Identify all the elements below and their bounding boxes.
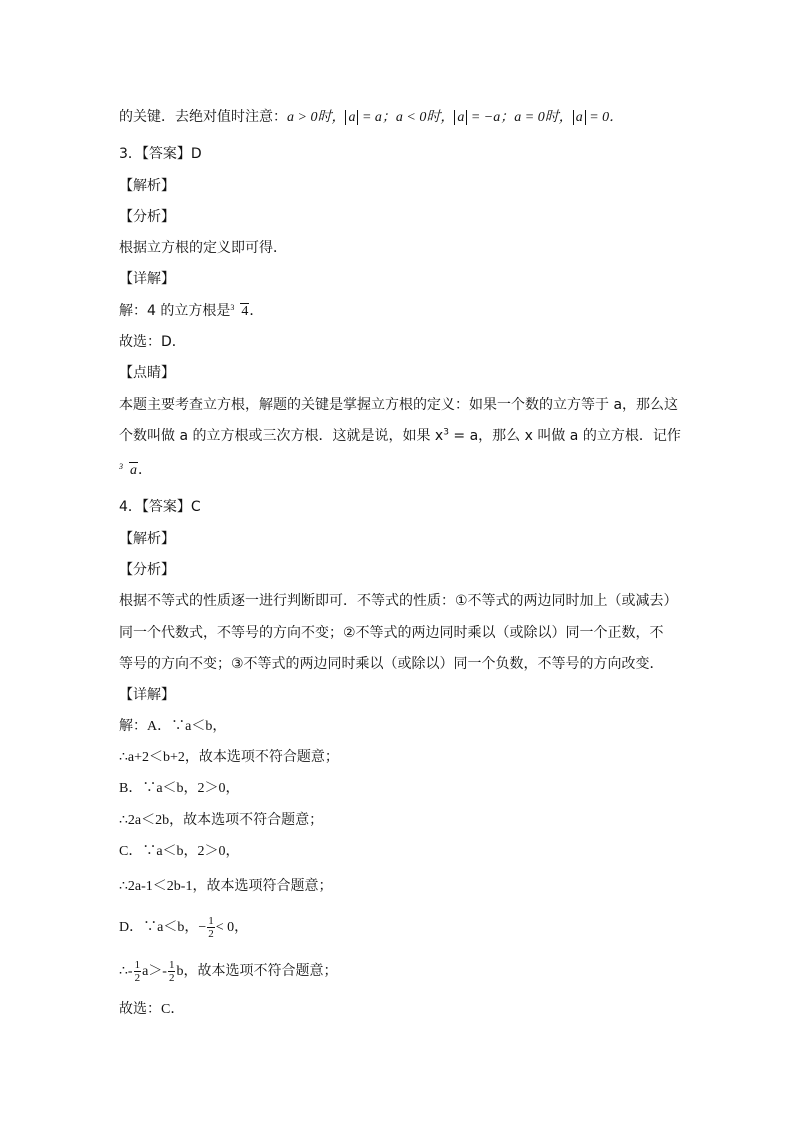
q3-solution-end: ．	[249, 303, 264, 319]
q3-dianjing-heading: 【点睛】	[119, 365, 175, 381]
q3-fenxi-heading: 【分析】	[119, 209, 175, 225]
comment2-a: 个数叫做 a 的立方根或三次方根．这就是说，如果 x	[119, 428, 444, 444]
q4-analysis-line-3: 等号的方向不变；③不等式的两边同时乘以（或除以）同一个负数，不等号的方向改变．	[119, 656, 664, 672]
d1-prefix: D．∵a＜b，−	[119, 920, 207, 935]
q4-option-d-premise	[119, 915, 248, 941]
note-text: 的关键．去绝对值时注意：	[119, 109, 287, 125]
cube-root-of-4	[230, 303, 249, 321]
q3-answer: 3．【答案】D	[119, 146, 202, 162]
root-index: 3	[230, 303, 235, 312]
fraction-denominator: 2	[208, 928, 214, 941]
fraction-one-half	[207, 915, 215, 940]
q4-analysis-line-1: 根据不等式的性质逐一进行判断即可．不等式的性质：①不等式的两边同时加上（或减去）	[119, 593, 678, 609]
q3-comment-line-2	[119, 427, 681, 445]
abs-value-note-line	[119, 108, 623, 127]
fraction-denominator: 2	[168, 972, 175, 985]
comment3-end: ．	[138, 462, 152, 478]
q3-solution-line	[119, 302, 263, 321]
q4-option-a-conclusion: ∴a+2＜b+2，故本选项不符合题意；	[119, 750, 339, 765]
q4-analysis-line-2: 同一个代数式，不等号的方向不变；②不等式的两边同时乘以（或除以）同一个正数，不	[119, 625, 664, 641]
q4-option-a-premise: 解：A．∵a＜b，	[119, 719, 227, 734]
q3-jiexi-heading: 【解析】	[119, 178, 175, 194]
case-positive: a > 0时，	[287, 110, 346, 125]
comment2-b: = a，那么 x 叫做 a 的立方根．记作	[448, 428, 681, 444]
d2-mid: a＞-	[142, 964, 167, 979]
q4-option-b-conclusion: ∴2a＜2b，故本选项不符合题意；	[119, 813, 324, 828]
abs-a-2: a	[454, 110, 467, 125]
cube-root-of-a	[119, 462, 138, 480]
root-radicand: a	[130, 463, 137, 478]
q4-choice: 故选：C．	[119, 1002, 185, 1017]
d2-suffix: b，故本选项不符合题意；	[176, 964, 338, 979]
q4-jiexi-heading: 【解析】	[119, 531, 175, 547]
fraction-one-half-a	[134, 959, 142, 984]
q3-choice: 故选：D．	[119, 334, 186, 350]
q3-xiangjie-heading: 【详解】	[119, 271, 175, 287]
case-zero: = −a；a = 0时，	[467, 110, 573, 125]
root-radicand: 4	[241, 304, 249, 319]
q4-xiangjie-heading: 【详解】	[119, 687, 175, 703]
fraction-numerator: 1	[134, 959, 141, 972]
fraction-numerator: 1	[208, 915, 214, 928]
abs-a-3: a	[573, 110, 586, 125]
d1-suffix: < 0，	[215, 920, 249, 935]
q4-option-c-premise: C．∵a＜b，2＞0，	[119, 844, 240, 859]
q4-answer: 4．【答案】C	[119, 499, 201, 515]
case-end: = 0．	[585, 110, 624, 125]
d2-prefix: ∴-	[119, 964, 133, 979]
superscript-3: 3	[443, 427, 449, 438]
q3-comment-line-3	[119, 461, 152, 480]
q4-option-d-conclusion	[119, 959, 337, 985]
q4-fenxi-heading: 【分析】	[119, 562, 175, 578]
q3-solution-text: 解：4 的立方根是	[119, 303, 231, 319]
q3-analysis: 根据立方根的定义即可得．	[119, 240, 287, 256]
abs-a-1: a	[345, 110, 358, 125]
fraction-denominator: 2	[134, 972, 141, 985]
case-negative: = a；a < 0时，	[358, 110, 455, 125]
q3-comment-line-1: 本题主要考查立方根，解题的关键是掌握立方根的定义：如果一个数的立方等于 a，那么这	[119, 397, 679, 413]
q4-option-b-premise: B．∵a＜b，2＞0，	[119, 781, 240, 796]
root-index: 3	[119, 462, 123, 471]
q4-option-c-conclusion: ∴2a-1＜2b-1，故本选项符合题意；	[119, 879, 333, 894]
fraction-numerator: 1	[168, 959, 175, 972]
fraction-one-half-b	[168, 959, 176, 984]
